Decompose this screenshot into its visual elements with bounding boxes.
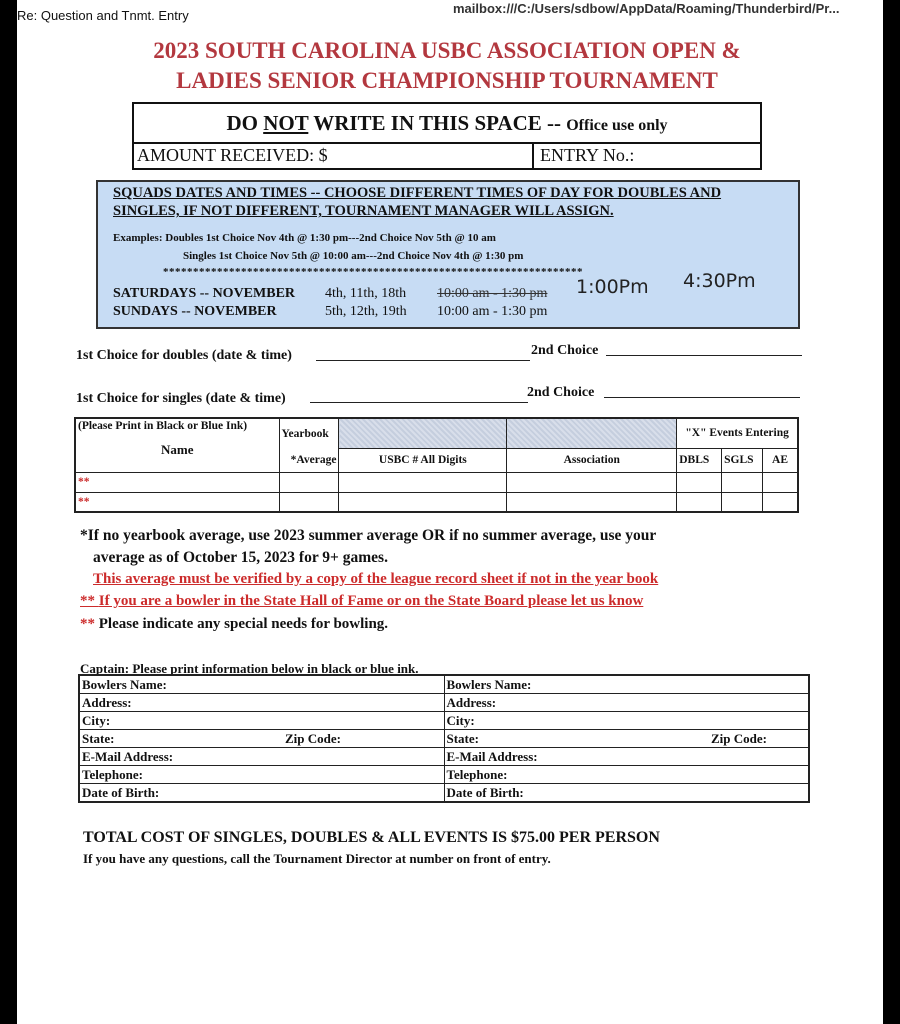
- bowler-b-state-field[interactable]: State: Zip Code:: [444, 730, 809, 748]
- singles-first-choice-label: 1st Choice for singles (date & time): [76, 391, 286, 406]
- bowler-1-average[interactable]: [279, 472, 339, 492]
- dbls-header: DBLS: [677, 448, 722, 472]
- bowler-a-city-field[interactable]: City:: [79, 712, 444, 730]
- sundays-label: SUNDAYS -- NOVEMBER: [113, 304, 277, 319]
- table-row: [75, 492, 798, 512]
- bowler-a-email-field[interactable]: E-Mail Address:: [79, 748, 444, 766]
- bowler-1-dbls[interactable]: [677, 472, 722, 492]
- doubles-first-choice-label: 1st Choice for doubles (date & time): [76, 348, 292, 363]
- doubles-first-choice-field[interactable]: [316, 360, 530, 361]
- average-header: *Average: [279, 448, 339, 472]
- usbc-header: USBC # All Digits: [339, 448, 507, 472]
- questions-note: If you have any questions, call the Tournament Director at number on front of entry.: [83, 851, 551, 866]
- bowler-2-sgls[interactable]: [722, 492, 763, 512]
- verify-average-note: This average must be verified by a copy of the league record sheet if not in the year book: [93, 571, 659, 587]
- bowler-2-average[interactable]: [279, 492, 339, 512]
- doubles-second-choice-label: 2nd Choice: [531, 343, 599, 358]
- title-line-1: 2023 SOUTH CAROLINA USBC ASSOCIATION OPEN &: [153, 38, 741, 63]
- captain-info-table: [78, 674, 810, 803]
- total-cost: TOTAL COST OF SINGLES, DOUBLES & ALL EVENTS IS $75.00 PER PERSON: [83, 829, 660, 846]
- bowler-1-association[interactable]: [507, 472, 677, 492]
- bowler-b-name-field[interactable]: Bowlers Name:: [444, 675, 809, 694]
- hall-of-fame-note: ** If you are a bowler in the State Hall of Fame or on the State Board please let us know: [80, 593, 644, 609]
- singles-first-choice-field[interactable]: [310, 402, 528, 403]
- entry-number-label: ENTRY No.:: [532, 142, 634, 168]
- saturdays-times-struck: 10:00 am - 1:30 pm: [437, 286, 548, 301]
- squads-box: [96, 180, 800, 329]
- example-singles: Singles 1st Choice Nov 5th @ 10:00 am---2nd Choice Nov 4th @ 1:30 pm: [183, 250, 524, 262]
- star-divider: **********************************************************************: [163, 266, 583, 278]
- title-line-2: LADIES SENIOR CHAMPIONSHIP TOURNAMENT: [176, 68, 718, 93]
- captain-heading: Captain: Please print information below in black or blue ink.: [80, 661, 419, 676]
- sundays-dates: 5th, 12th, 19th: [325, 304, 407, 319]
- bowler-b-telephone-field[interactable]: Telephone:: [444, 766, 809, 784]
- singles-second-choice-field[interactable]: [604, 397, 800, 398]
- mailbox-path: mailbox:///C:/Users/sdbow/AppData/Roaming/Thunderbird/Pr...: [453, 1, 840, 16]
- bowler-b-email-field[interactable]: E-Mail Address:: [444, 748, 809, 766]
- office-use-heading: DO NOT WRITE IN THIS SPACE -- Office use only: [134, 104, 760, 144]
- bowler-entry-table: [74, 417, 799, 513]
- bowler-2-ae[interactable]: [763, 492, 798, 512]
- doubles-second-choice-field[interactable]: [606, 355, 802, 356]
- office-use-only: Office use only: [566, 117, 668, 134]
- sgls-header: SGLS: [722, 448, 763, 472]
- bowler-b-zip-label: Zip Code:: [711, 731, 767, 746]
- sundays-times: 10:00 am - 1:30 pm: [437, 304, 548, 319]
- average-note-line-2: average as of October 15, 2023 for 9+ games.: [93, 549, 388, 566]
- average-note-line-1: *If no yearbook average, use 2023 summer average OR if no summer average, use your: [80, 527, 657, 544]
- bowler-2-association[interactable]: [507, 492, 677, 512]
- amount-received-label: AMOUNT RECEIVED: $: [137, 145, 328, 165]
- table-row: [75, 472, 798, 492]
- bowler-b-address-field[interactable]: Address:: [444, 694, 809, 712]
- form-title: [97, 36, 797, 96]
- ae-header: AE: [763, 448, 798, 472]
- bowler-2-name[interactable]: **: [75, 492, 279, 512]
- bowler-b-dob-field[interactable]: Date of Birth:: [444, 784, 809, 803]
- name-header: (Please Print in Black or Blue Ink) Name: [75, 418, 279, 472]
- yearbook-header: Yearbook: [279, 418, 339, 448]
- bowler-a-dob-field[interactable]: Date of Birth:: [79, 784, 444, 803]
- bowler-b-city-field[interactable]: City:: [444, 712, 809, 730]
- bowler-1-usbc[interactable]: [339, 472, 507, 492]
- association-header: Association: [507, 448, 677, 472]
- bowler-a-telephone-field[interactable]: Telephone:: [79, 766, 444, 784]
- not-underlined: NOT: [263, 111, 309, 135]
- singles-second-choice-label: 2nd Choice: [527, 385, 595, 400]
- bowler-2-dbls[interactable]: [677, 492, 722, 512]
- bowler-1-ae[interactable]: [763, 472, 798, 492]
- bowler-1-sgls[interactable]: [722, 472, 763, 492]
- bowler-a-state-field[interactable]: State: Zip Code:: [79, 730, 444, 748]
- shaded-cell-1: [339, 418, 507, 448]
- bowler-a-address-field[interactable]: Address:: [79, 694, 444, 712]
- handwritten-time-2: 4:30Pm: [683, 270, 756, 292]
- entry-form-page: [17, 0, 883, 1024]
- email-subject: Re: Question and Tnmt. Entry: [17, 8, 189, 23]
- events-header: "X" Events Entering: [677, 418, 798, 448]
- shaded-cell-2: [507, 418, 677, 448]
- saturdays-label: SATURDAYS -- NOVEMBER: [113, 286, 296, 301]
- bowler-a-zip-label: Zip Code:: [285, 731, 341, 746]
- office-use-box: [132, 102, 762, 170]
- saturdays-dates: 4th, 11th, 18th: [325, 286, 407, 301]
- squads-heading: SQUADS DATES AND TIMES -- CHOOSE DIFFERENT TIMES OF DAY FOR DOUBLES AND SINGLES, IF NOT DIFFERENT, TOURNAMENT MANAGER WILL ASSIGN.: [113, 185, 722, 219]
- bowler-2-usbc[interactable]: [339, 492, 507, 512]
- example-doubles: Examples: Doubles 1st Choice Nov 4th @ 1:30 pm---2nd Choice Nov 5th @ 10 am: [113, 232, 496, 244]
- bowler-1-name[interactable]: **: [75, 472, 279, 492]
- bowler-a-name-field[interactable]: Bowlers Name:: [79, 675, 444, 694]
- special-needs-note: ** Please indicate any special needs for bowling.: [80, 616, 389, 632]
- handwritten-time-1: 1:00Pm: [576, 276, 649, 298]
